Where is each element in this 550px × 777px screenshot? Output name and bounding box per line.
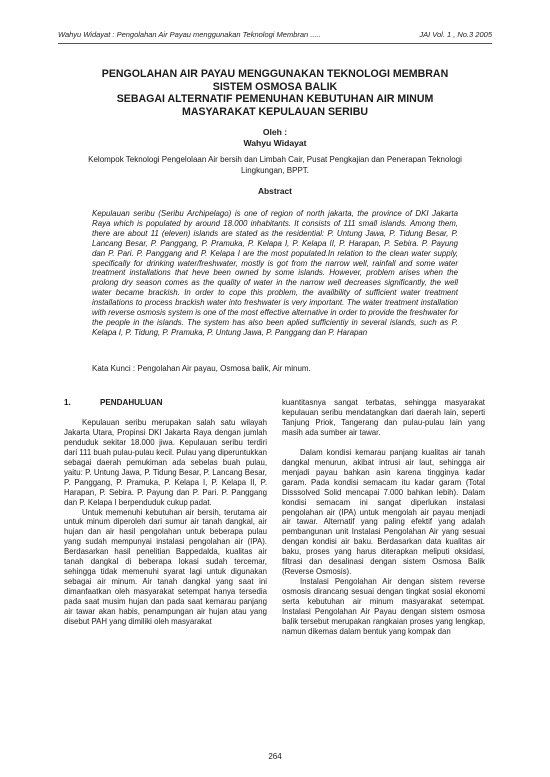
right-column — [282, 398, 485, 637]
body-paragraph: Untuk memenuhi kebutuhan air bersih, terutama air untuk minum diperoleh dari sumur air tanah dangkal, air hujan dan air hasil pengolahan untuk beberapa pulau yang sudah mempunyai instalasi pengolahan air (IPA). Berdasarkan hasil penelitian Bappedalda, kualitas air tanah dangkal di beberapa lokasi sudah tercemar, sehingga tidak memenuhi syarat lagi untuk digunakan sebagai air minum. Air tanah dangkal yang saat ini dimanfaatkan oleh masyarakat setempat hanya tersedia pada saat musim hujan dan pada saat kemarau panjang air tawar akan habis, penampungan air hujan atau yang disebut PAH yang dimiliki oleh masyarakat — [64, 507, 267, 627]
paper-title — [58, 68, 492, 118]
byline-oleh: Oleh : — [262, 127, 288, 137]
body-paragraph: kuantitasnya sangat terbatas, sehingga masyarakat kepulauan seribu mendatangkan dari daerah lain, seperti Tanjung Priok, Tangerang dan pulau-pulau lain yang masih ada sumber air tawar. — [282, 398, 485, 437]
byline — [58, 127, 492, 149]
section-number: 1. — [64, 398, 71, 407]
abstract-text: Kepulauan seribu (Seribu Archipelago) is one of region of north jakarta, the province of DKI Jakarta Raya which is populated by around 18.000 inhabitants. It consists of 111 small islands. Among them, there are about 11 (eleven) islands are stated as the residential: P. Untung Jawa, P. Tidung Besar, P. Lancang Besar, P. Panggang, P. Pramuka, P. Kelapa I, P. Kelapa II, P. Harapan, P. Sebira. P. Payung dan P. Pari. P. Panggang and P. Kelapa I are the most populated.In relation to the clean water supply, specifically for drinking water/freshwater, mostly is got from the narrow well, rainfall and some water treatment installations that heve been owned by some islands. However, problem arises when the prolong dry season comes as the quality of water in the narrow well decreases significantly, the well water became brackish. In order to cope this problem, the availbility of sufficient water treatment installations to process brackish water into freshwater is very important. The water treatment installation with reverse osmosis system is one of the most effective alternative in order to provide the freshwater for the people in the islands. The system has also been aplied sufficientiy in several islands, such as P. Kelapa I, P. Tidung, P. Pramuka, P. Untung Jawa, P. Panggang dan P. Harapan — [92, 209, 458, 337]
section-heading — [64, 398, 267, 408]
keywords: Kata Kunci : Pengolahan Air payau, Osmosa balik, Air minum. — [92, 364, 311, 373]
abstract-heading: Abstract — [258, 186, 292, 196]
title-line: SEBAGAI ALTERNATIF PEMENUHAN KEBUTUHAN AIR MINUM — [116, 93, 434, 106]
running-header-right: JAI Vol. 1 , No.3 2005 — [419, 30, 492, 39]
running-header — [58, 30, 492, 42]
body-paragraph: Instalasi Pengolahan Air dengan sistem reverse osmosis dirancang sesuai dengan tingkat sosial ekonomi serta kebutuhan air minum masyarakat setempat. Instalasi Pengolahan Air Payau dengan sistem osmosa balik tersebut merupakan rangkaian proses yang lengkap, namun dikemas dalam bentuk yang kompak dan — [282, 577, 485, 636]
author-name: Wahyu Widayat — [243, 138, 307, 148]
left-column — [64, 398, 267, 627]
body-paragraph: Kepulauan seribu merupakan salah satu wilayah Jakarta Utara, Propinsi DKI Jakarta Raya dengan jumlah penduduk sekitar 18.000 jiwa. Kepulauan seribu terdiri dari 111 buah pulau-pulau kecil. Pulau yang diperuntukkan sebagai daerah pemukiman ada sebelas buah pulau, yaitu: P. Untung Jawa, P. Tidung Besar, P. Lancang Besar, P. Panggang, P. Pramuka, P. Kelapa I, P. Kelapa II, P. Harapan, P. Sebira. P. Payung dan P. Pari. P. Panggang dan P. Kelapa I berpenduduk cukup padat. — [64, 417, 267, 507]
running-header-left: Wahyu Widayat : Pengolahan Air Payau menggunakan Teknologi Membran ..... — [58, 30, 321, 39]
section-title: PENDAHULUAN — [100, 398, 163, 407]
title-line: MASYARAKAT KEPULAUAN SERIBU — [182, 105, 368, 118]
page-number: 264 — [268, 752, 282, 761]
title-line: SISTEM OSMOSA BALIK — [212, 80, 338, 93]
body-paragraph: Dalam kondisi kemarau panjang kualitas air tanah dangkal menurun, akibat intrusi air laut, sehingga air menjadi payau bahkan asin karena tingginya kadar garam. Pada kondisi semacam itu kadar garam (Total Disssolved Solid mencapai 7.000 bahkan lebih). Dalam kondisi semacam ini sangat diperlukan instalasi pengolahan air (IPA) untuk mengolah air payau menjadi air tawar. Alternatif yang paling efektif yang adalah pembangunan unit Instalasi Pengolahan Air yang sesuai dengan kondisi air baku. Berdasarkan data kualitas air baku, proses yang harus diterapkan meliputi oksidasi, filtrasi dan desalinasi dengan sistem Osmosa Balik (Reverse Osmosis). — [282, 447, 485, 577]
title-line: PENGOLAHAN AIR PAYAU MENGGUNAKAN TEKNOLOGI MEMBRAN — [101, 68, 449, 80]
header-rule — [58, 43, 492, 44]
affiliation: Kelompok Teknologi Pengelolaan Air bersih dan Limbah Cair, Pusat Pengkajian dan Penerapan Teknologi Lingkungan, BPPT. — [88, 155, 462, 175]
